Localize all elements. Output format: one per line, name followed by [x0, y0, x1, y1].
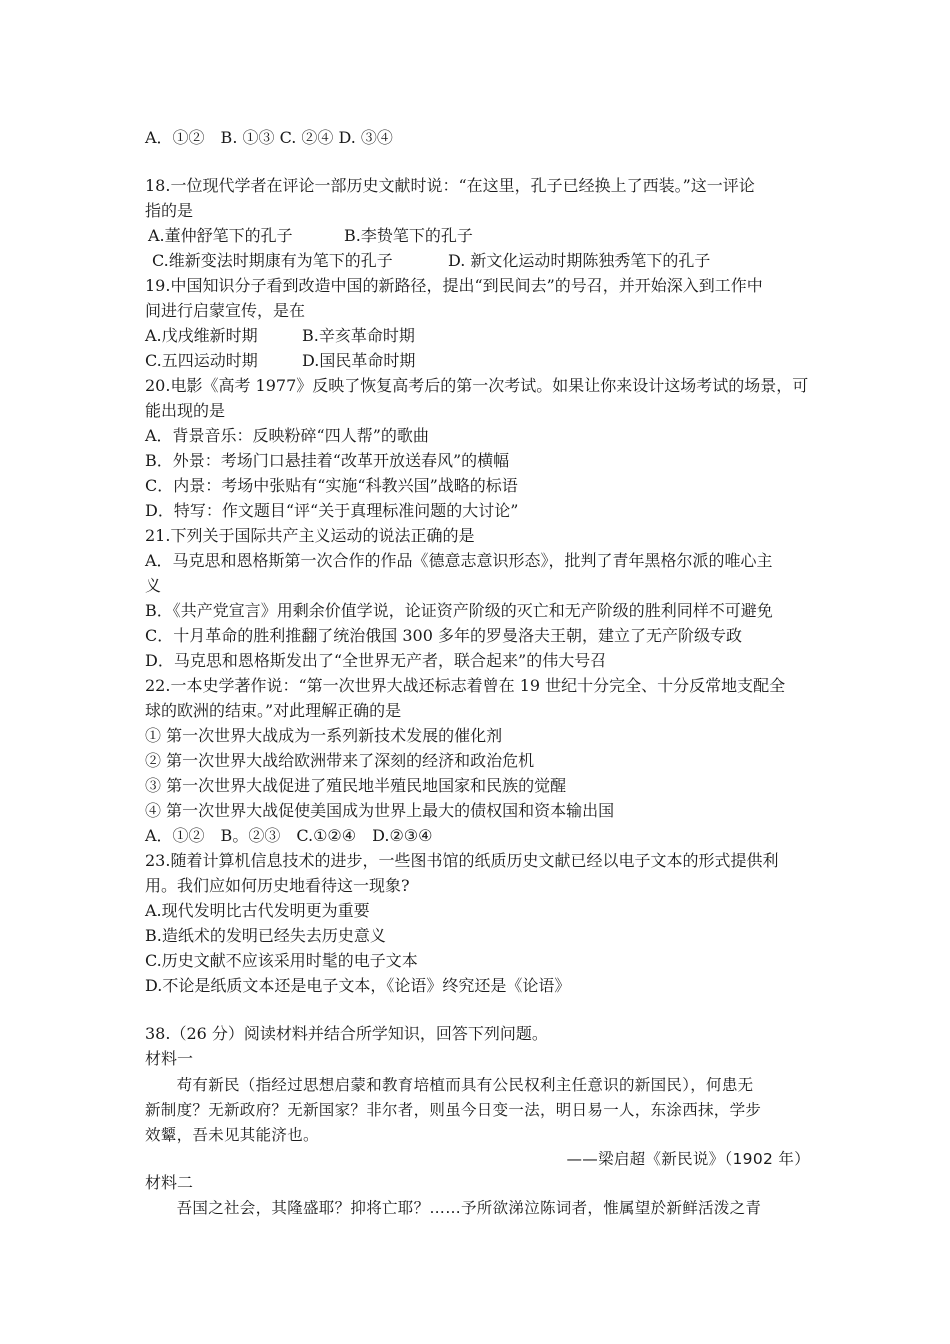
material-1-line1: 苟有新民（指经过思想启蒙和教育培植而具有公民权利主任意识的新国民），何患无	[145, 1076, 754, 1094]
q18-option-b: B.李贽笔下的孔子	[344, 226, 473, 245]
q22-stem-line2: 球的欧洲的结束。”对此理解正确的是	[145, 701, 402, 720]
material-2-title: 材料二	[145, 1173, 194, 1192]
material-1-title: 材料一	[145, 1049, 194, 1068]
q22-statement-3: ③ 第一次世界大战促进了殖民地半殖民地国家和民族的觉醒	[145, 776, 567, 795]
material-1-source: ——梁启超《新民说》（1902 年）	[566, 1150, 810, 1168]
q22-stem-line1: 22.一本史学著作说：“第一次世界大战还标志着曾在 19 世纪十分完全、十分反常地支配全	[145, 676, 786, 695]
q22-statement-1: ① 第一次世界大战成为一系列新技术发展的催化剂	[145, 726, 503, 745]
q21-option-c: C．十月革命的胜利推翻了统治俄国 300 多年的罗曼洛夫王朝，建立了无产阶级专政	[145, 626, 742, 645]
q20-option-b: B．外景：考场门口悬挂着“改革开放送春风”的横幅	[145, 451, 510, 470]
q20-option-c: C．内景：考场中张贴有“实施“科教兴国”战略的标语	[145, 476, 518, 495]
q19-option-b: B.辛亥革命时期	[302, 326, 415, 345]
q18-option-d: D. 新文化运动时期陈独秀笔下的孔子	[448, 251, 711, 270]
q23-option-a: A.现代发明比古代发明更为重要	[145, 901, 370, 920]
q21-option-b: B．《共产党宣言》用剩余价值学说，论证资产阶级的灭亡和无产阶级的胜利同样不可避免	[145, 601, 773, 620]
q23-stem-line2: 用。我们应如何历史地看待这一现象?	[145, 876, 410, 895]
q18-option-a: A.董仲舒笔下的孔子	[148, 226, 293, 245]
material-1-line2: 新制度？无新政府？无新国家？非尔者，则虽今日变一法，明日易一人，东涂西抹，学步	[145, 1101, 762, 1119]
q19-stem-line2: 间进行启蒙宣传，是在	[145, 301, 306, 320]
q19-stem-line1: 19.中国知识分子看到改造中国的新路径，提出“到民间去”的号召，并开始深入到工作中	[145, 276, 763, 295]
q22-options: A．①② B。②③ C.①②④ D.②③④	[145, 826, 433, 845]
q20-stem-line1: 20.电影《高考 1977》反映了恢复高考后的第一次考试。如果让你来设计这场考试的场景，可	[145, 376, 809, 395]
q22-statement-2: ② 第一次世界大战给欧洲带来了深刻的经济和政治危机	[145, 751, 535, 770]
q18-stem-line2: 指的是	[145, 201, 194, 220]
q20-stem-line2: 能出现的是	[145, 401, 226, 420]
q19-option-a: A.戊戌维新时期	[145, 326, 258, 345]
q20-option-d: D．特写：作文题目“评“关于真理标准问题的大讨论”	[145, 501, 519, 520]
q38-stem: 38.（26 分）阅读材料并结合所学知识，回答下列问题。	[145, 1024, 548, 1043]
q21-option-a-line1: A．马克思和恩格斯第一次合作的作品《德意志意识形态》，批判了青年黑格尔派的唯心主	[145, 551, 773, 570]
q18-stem-line1: 18.一位现代学者在评论一部历史文献时说：“在这里，孔子已经换上了西装。”这一评论	[145, 176, 755, 195]
q19-option-d: D.国民革命时期	[302, 351, 416, 370]
q18-option-c: C.维新变法时期康有为笔下的孔子	[152, 251, 393, 270]
q21-stem: 21.下列关于国际共产主义运动的说法正确的是	[145, 526, 475, 545]
q23-option-b: B.造纸术的发明已经失去历史意义	[145, 926, 386, 945]
q22-statement-4: ④ 第一次世界大战促使美国成为世界上最大的债权国和资本输出国	[145, 801, 615, 820]
q21-option-d: D．马克思和恩格斯发出了“全世界无产者，联合起来”的伟大号召	[145, 651, 607, 670]
q23-option-c: C.历史文献不应该采用时髦的电子文本	[145, 951, 418, 970]
q20-option-a: A．背景音乐：反映粉碎“四人帮”的歌曲	[145, 426, 429, 445]
material-1-line3: 效颦，吾未见其能济也。	[145, 1126, 319, 1144]
q21-option-a-line2: 义	[145, 576, 162, 595]
q23-option-d: D.不论是纸质文本还是电子文本，《论语》终究还是《论语》	[145, 976, 571, 995]
q19-option-c: C.五四运动时期	[145, 351, 258, 370]
material-2-line1: 吾国之社会，其隆盛耶？抑将亡耶？……予所欲涕泣陈词者，惟属望於新鲜活泼之青	[145, 1199, 762, 1217]
q17-options: A．①② B. ①③ C. ②④ D. ③④	[145, 128, 393, 147]
q23-stem-line1: 23.随着计算机信息技术的进步，一些图书馆的纸质历史文献已经以电子文本的形式提供利	[145, 851, 779, 870]
